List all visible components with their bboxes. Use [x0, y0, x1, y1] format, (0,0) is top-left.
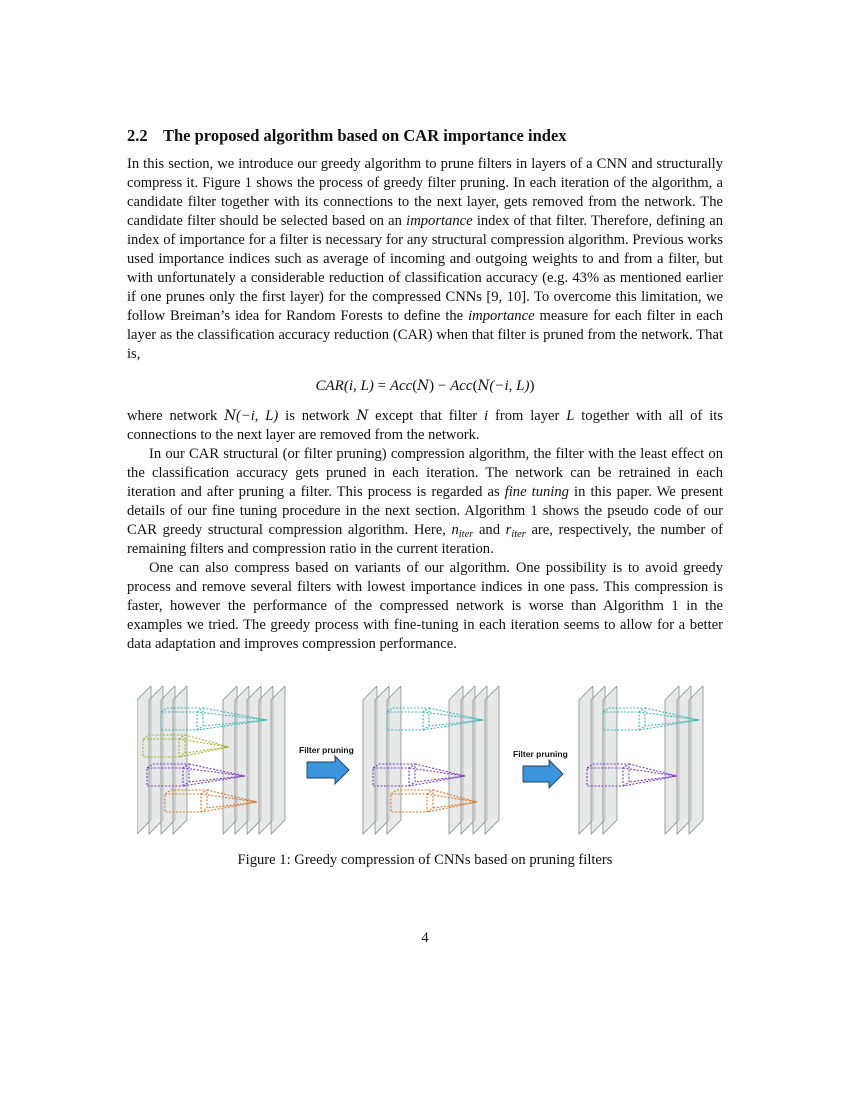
- p1-text-a: In this section, we introduce our greedy algorithm to prune filters in layers of a CNN and structurally compress it. Figure 1 shows the process of greedy filter pruning. In each iteration of the algorithm, a candidate filter together with its connections to the next layer, gets removed from the network. The candidate filter should be selected based on an: [127, 156, 723, 229]
- p1-emphasis-importance-2: importance: [468, 308, 535, 324]
- p3-emphasis-fine-tuning: fine tuning: [504, 484, 569, 500]
- paragraph-1: [127, 155, 723, 364]
- p2-text-a: where network: [127, 408, 225, 424]
- p2-var-l: L: [566, 408, 575, 424]
- p3-var-n: n: [451, 522, 459, 538]
- p2-var-i: i: [484, 408, 489, 424]
- eq-minus: −: [434, 378, 451, 394]
- section-number: 2.2: [127, 126, 148, 145]
- section-heading: [127, 126, 723, 146]
- network-stage-3: [579, 686, 703, 834]
- page-number: 4: [421, 930, 429, 946]
- eq-network-2: N: [477, 378, 490, 394]
- pruning-arrow-1: [299, 745, 354, 784]
- p2-text-e: together with all of its connections to the next layer are removed from the network.: [127, 408, 723, 443]
- paragraph-4: One can also compress based on variants of our algorithm. One possibility is to avoid greedy process and remove several filters with lowest importance indices in one pass. This compression is faster, however the performance of the compressed network is worse than Algorithm 1 in the examples we tried. The greedy process with fine-tuning in each iteration seems to allow for a better data adaptation and improves compression performance.: [127, 560, 723, 652]
- eq-args-2: (−i, L): [489, 378, 530, 394]
- eq-network-1: N: [417, 378, 430, 394]
- input-layer-planes-3: [579, 686, 617, 834]
- p2-text-b: is network: [278, 408, 357, 424]
- paragraph-2: [127, 407, 723, 445]
- p3-text-b: in this paper. We present details of our fine tuning procedure in the next section. Algorithm 1 shows the pseudo code of our CAR greedy structural compression algorithm. Here,: [127, 484, 723, 538]
- eq-equals: =: [373, 378, 390, 394]
- eq-acc-2: Acc: [450, 378, 473, 394]
- arrow-1-label: Filter pruning: [299, 745, 354, 755]
- page-body: [127, 126, 723, 654]
- p3-var-r: r: [505, 522, 512, 538]
- figure-1-filter-pruning: [137, 686, 717, 838]
- p2-text-d: from layer: [488, 408, 567, 424]
- p3-text-c: are, respectively, the number of remaining filters and compression ratio in the current iteration.: [127, 522, 724, 557]
- p3-sub-iter-r: iter: [511, 529, 526, 540]
- eq-args: (i, L): [343, 378, 374, 394]
- p3-sub-iter-n: iter: [458, 529, 474, 540]
- eq-acc-1: Acc: [389, 378, 413, 394]
- output-layer-planes-1: [223, 686, 285, 834]
- pruning-arrow-2: [513, 749, 568, 788]
- eq-car: CAR: [315, 378, 344, 394]
- paragraph-3: [127, 445, 723, 559]
- network-stage-2: [363, 686, 499, 834]
- p2-args: (−i, L): [236, 408, 279, 424]
- p3-text-a: In our CAR structural (or filter pruning) compression algorithm, the filter with the least effect on the classification accuracy gets pruned in each iteration. The network can be retrained in each iteration and after pruning a filter. This process is regarded as: [127, 446, 723, 500]
- car-equation: CAR(i, L) = Acc(N) − Acc(N(−i, L)): [315, 378, 535, 394]
- arrow-2-label: Filter pruning: [513, 749, 568, 759]
- output-layer-planes-3: [665, 686, 703, 834]
- network-stage-1: [137, 686, 285, 834]
- p2-text-c: except that filter: [368, 408, 485, 424]
- p1-text-c: measure for each filter in each layer as the classification accuracy reduction (CAR) when that filter is pruned from the network. That is,: [127, 308, 723, 362]
- arrow-1-shape: [307, 756, 349, 784]
- p2-network-1: N: [224, 408, 237, 424]
- figure-caption: Figure 1: Greedy compression of CNNs based on pruning filters: [237, 852, 613, 868]
- p3-text-and: and: [473, 522, 506, 538]
- p2-network-2: N: [356, 408, 369, 424]
- p1-text-b: index of that filter. Therefore, defining an index of importance for a filter is necessary for any structural compression algorithm. Previous works used importance indices such as average of incoming and outgoing weights to and from a filter, but with unfortunately a considerable reduction of classification accuracy (e.g. 43% as mentioned earlier if one prunes only the first layer) for the compressed CNNs [9, 10]. To overcome this limitation, we follow Breiman’s idea for Random Forests to define the: [127, 213, 723, 324]
- section-title: The proposed algorithm based on CAR importance index: [163, 126, 567, 145]
- arrow-2-shape: [523, 760, 563, 788]
- output-layer-planes-2: [449, 686, 499, 834]
- p1-emphasis-importance: importance: [406, 213, 473, 229]
